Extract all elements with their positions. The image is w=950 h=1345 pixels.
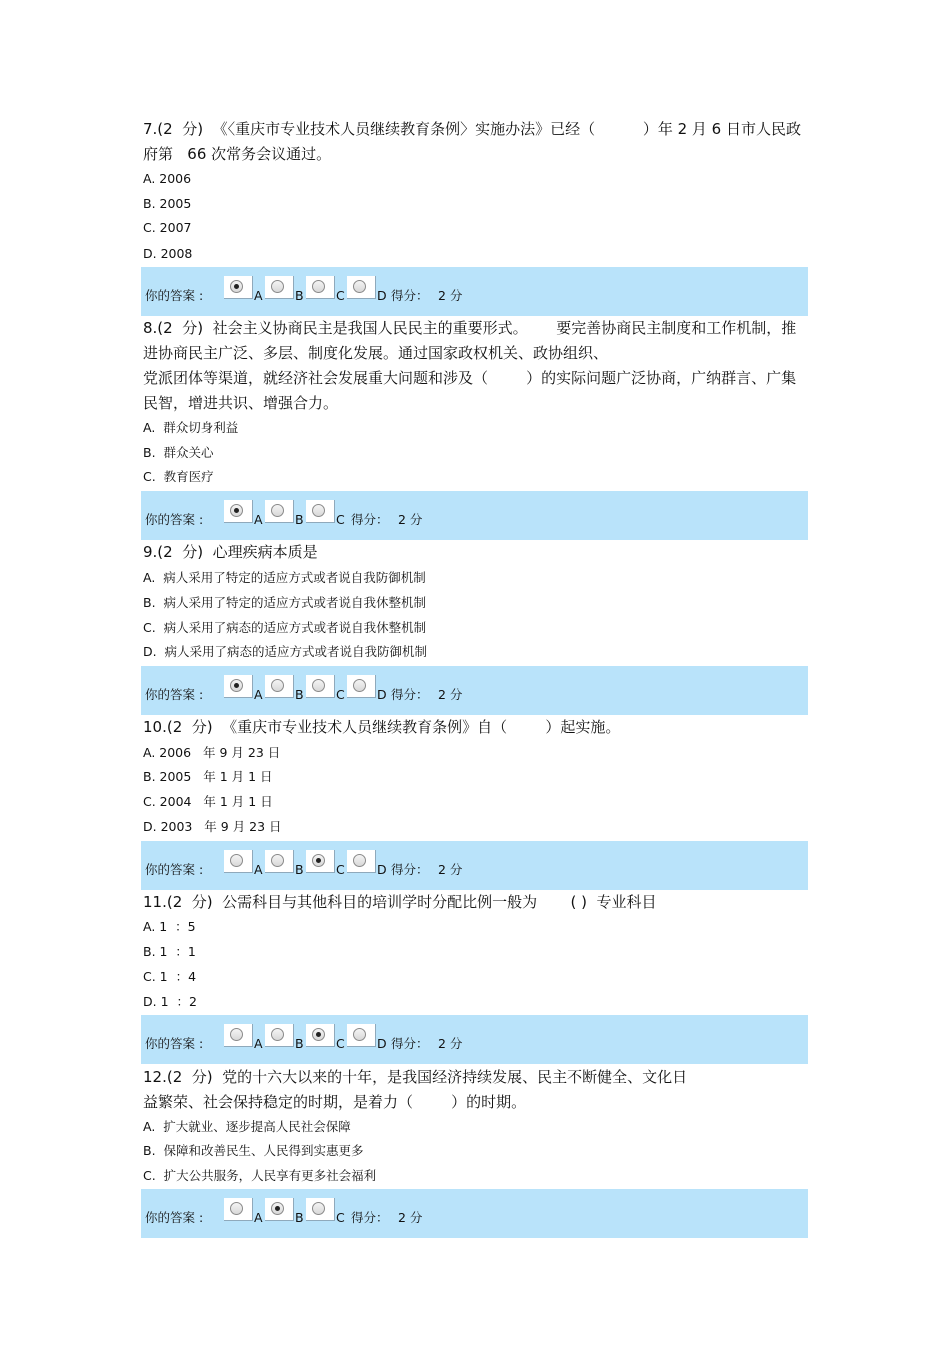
- score-label: 得分：: [391, 862, 429, 877]
- choice-letter: D: [377, 288, 387, 303]
- radio-button[interactable]: [271, 280, 284, 293]
- radio-button[interactable]: [271, 1202, 284, 1215]
- option-b: B. 2005 年 1 月 1 日: [143, 769, 273, 784]
- choice-letter: A: [254, 1210, 263, 1225]
- radio-button[interactable]: [230, 504, 243, 517]
- choice-letter: D: [377, 687, 387, 702]
- score-label: 得分：: [351, 512, 389, 527]
- score-value: 2 分: [438, 1036, 463, 1051]
- choice-letter: A: [254, 687, 263, 702]
- option-a: A. 2006: [143, 171, 192, 186]
- answer-label: 你的答案 :: [145, 862, 204, 877]
- question-text: 8.(2 分) 社会主义协商民主是我国人民民主的重要形式。 要完善协商民主制度和工作机制，推进协商民主广泛、多层、制度化发展。通过国家政权机关、政协组织、 党派团体等渠道，就经济社会发展重大问题和涉及（ ）的实际问题广泛协商，广纳群言、广集民智，增进共识、增强合力。: [143, 319, 797, 412]
- radio-button[interactable]: [230, 1028, 243, 1041]
- choice-letter: A: [254, 862, 263, 877]
- option-d: D. 病人采用了病态的适应方式或者说自我防御机制: [143, 644, 428, 659]
- choice-letter: A: [254, 512, 263, 527]
- radio-button[interactable]: [312, 280, 325, 293]
- answer-bar: [141, 1015, 808, 1064]
- radio-button[interactable]: [271, 679, 284, 692]
- score-value: 2 分: [398, 1210, 423, 1225]
- radio-button[interactable]: [230, 280, 243, 293]
- radio-button[interactable]: [312, 504, 325, 517]
- option-c: C. 2007: [143, 220, 192, 235]
- option-d: D. 2003 年 9 月 23 日: [143, 819, 282, 834]
- question-text: 11.(2 分) 公需科目与其他科目的培训学时分配比例一般为 ( ) 专业科目: [143, 893, 657, 911]
- answer-bar: [141, 1189, 808, 1238]
- choice-letter: B: [295, 687, 304, 702]
- choice-letter: C: [336, 512, 345, 527]
- answer-bar: [141, 491, 808, 540]
- choice-letter: C: [336, 862, 345, 877]
- radio-button[interactable]: [230, 679, 243, 692]
- option-c: C. 扩大公共服务，人民享有更多社会福利: [143, 1168, 377, 1183]
- choice-letter: B: [295, 862, 304, 877]
- score-value: 2 分: [438, 687, 463, 702]
- score-value: 2 分: [398, 512, 423, 527]
- score-label: 得分：: [351, 1210, 389, 1225]
- answer-bar: [141, 666, 808, 715]
- radio-button[interactable]: [312, 854, 325, 867]
- option-b: B. 保障和改善民生、人民得到实惠更多: [143, 1143, 364, 1158]
- option-d: D. 1 ：2: [143, 994, 197, 1009]
- option-b: B. 群众关心: [143, 445, 214, 460]
- option-c: C. 病人采用了病态的适应方式或者说自我休整机制: [143, 620, 427, 635]
- question-text: 12.(2 分) 党的十六大以来的十年，是我国经济持续发展、民主不断健全、文化日 益繁荣、社会保持稳定的时期，是着力（ ）的时期。: [143, 1068, 688, 1111]
- option-c: C. 2004 年 1 月 1 日: [143, 794, 273, 809]
- radio-button[interactable]: [312, 679, 325, 692]
- radio-button[interactable]: [230, 1202, 243, 1215]
- choice-letter: C: [336, 687, 345, 702]
- score-label: 得分：: [391, 288, 429, 303]
- score-label: 得分：: [391, 687, 429, 702]
- option-d: D. 2008: [143, 246, 193, 261]
- option-b: B. 病人采用了特定的适应方式或者说自我休整机制: [143, 595, 426, 610]
- answer-bar: [141, 841, 808, 890]
- choice-letter: C: [336, 1036, 345, 1051]
- option-a: A. 扩大就业、逐步提高人民社会保障: [143, 1119, 351, 1134]
- radio-button[interactable]: [271, 854, 284, 867]
- answer-label: 你的答案 :: [145, 288, 204, 303]
- answer-bar: [141, 267, 808, 316]
- option-a: A. 1 ：5: [143, 919, 196, 934]
- choice-letter: A: [254, 1036, 263, 1051]
- radio-button[interactable]: [353, 1028, 366, 1041]
- choice-letter: D: [377, 1036, 387, 1051]
- radio-button[interactable]: [312, 1028, 325, 1041]
- question-text: 7.(2 分) 《〈重庆市专业技术人员继续教育条例〉实施办法》已经（ ）年 2 月 6 日市人民政府第 66 次常务会议通过。: [143, 120, 801, 163]
- choice-letter: C: [336, 1210, 345, 1225]
- option-b: B. 2005: [143, 196, 192, 211]
- option-a: A. 病人采用了特定的适应方式或者说自我防御机制: [143, 570, 426, 585]
- score-label: 得分：: [391, 1036, 429, 1051]
- radio-button[interactable]: [271, 504, 284, 517]
- question-text: 10.(2 分) 《重庆市专业技术人员继续教育条例》自（ ）起实施。: [143, 718, 621, 736]
- option-b: B. 1 ：1: [143, 944, 196, 959]
- radio-button[interactable]: [353, 280, 366, 293]
- radio-button[interactable]: [312, 1202, 325, 1215]
- option-c: C. 1 ：4: [143, 969, 197, 984]
- choice-letter: A: [254, 288, 263, 303]
- answer-label: 你的答案 :: [145, 1036, 204, 1051]
- choice-letter: D: [377, 862, 387, 877]
- score-value: 2 分: [438, 288, 463, 303]
- question-text: 9.(2 分) 心理疾病本质是: [143, 543, 318, 561]
- choice-letter: B: [295, 1210, 304, 1225]
- choice-letter: B: [295, 288, 304, 303]
- answer-label: 你的答案 :: [145, 1210, 204, 1225]
- option-c: C. 教育医疗: [143, 469, 214, 484]
- option-a: A. 2006 年 9 月 23 日: [143, 745, 281, 760]
- radio-button[interactable]: [353, 854, 366, 867]
- radio-button[interactable]: [271, 1028, 284, 1041]
- option-a: A. 群众切身利益: [143, 420, 239, 435]
- answer-label: 你的答案 :: [145, 512, 204, 527]
- choice-letter: B: [295, 1036, 304, 1051]
- answer-label: 你的答案 :: [145, 687, 204, 702]
- choice-letter: B: [295, 512, 304, 527]
- radio-button[interactable]: [353, 679, 366, 692]
- score-value: 2 分: [438, 862, 463, 877]
- choice-letter: C: [336, 288, 345, 303]
- radio-button[interactable]: [230, 854, 243, 867]
